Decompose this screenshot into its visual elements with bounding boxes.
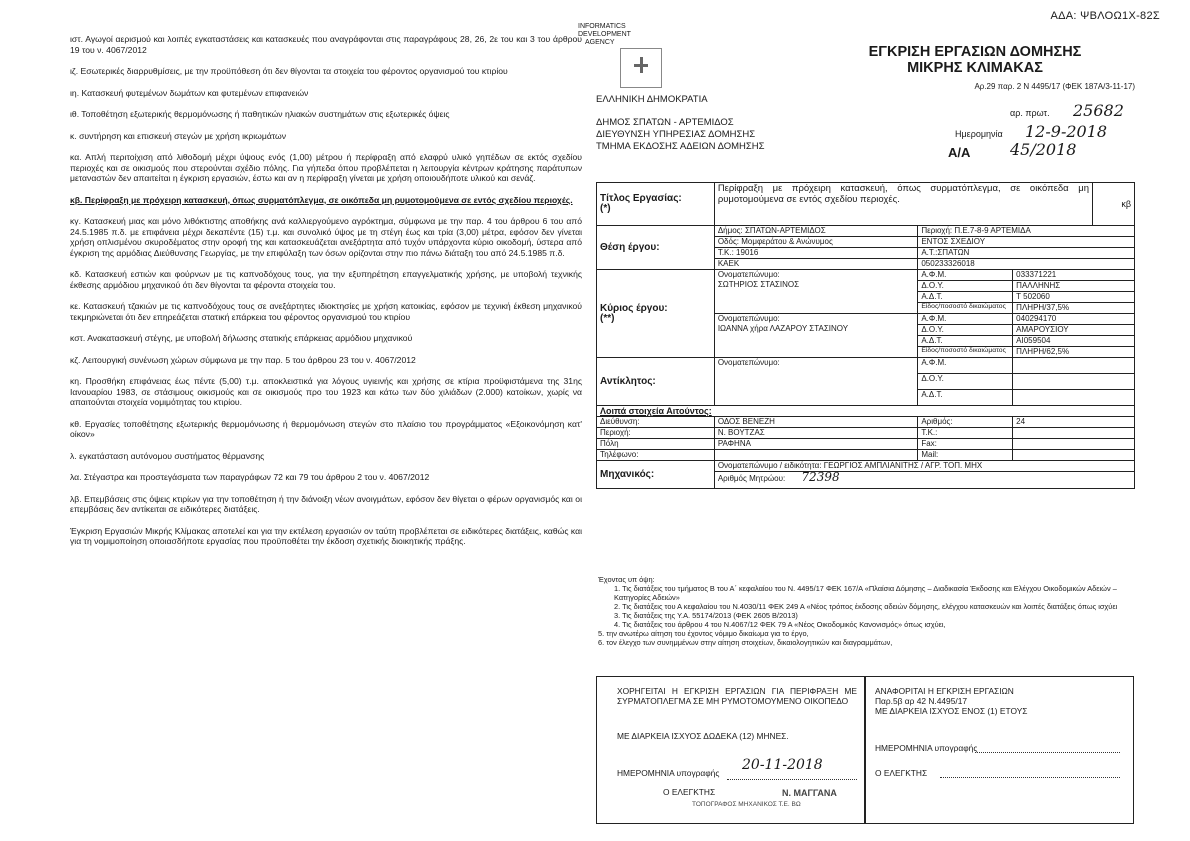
owner2-doy: ΑΜΑΡΟΥΣΙΟΥ <box>1013 325 1135 336</box>
protocol-label: αρ. πρωτ. <box>1010 108 1050 118</box>
approval-date-value: 20-11-2018 <box>742 757 823 773</box>
applicant-other-label: Λοιπά στοιχεία Αιτούντος: <box>597 406 1135 417</box>
kv-title: κβ. Περίφραξη με πρόχειρη κατασκευή, όπως συρματόπλεγμα, σε οικόπεδα μη ρυμοτομούμενα σε εντός σχεδίου περιοχές. <box>70 194 573 205</box>
owner1-share: ΠΛΗΡΗ/37,5% <box>1013 303 1135 314</box>
representative-name: Ονοματεπώνυμο: <box>714 358 918 406</box>
owner2-afm: 040294170 <box>1013 314 1135 325</box>
approval-stamp-title: ΤΟΠΟΓΡΑΦΟΣ ΜΗΧΑΝΙΚΟΣ Τ.Ε. ΒΩ <box>692 801 801 808</box>
applicant-area: Ν. ΒΟΥΤΖΑΣ <box>714 428 918 439</box>
left-paragraph-b-0: κγ. Κατασκευή μιας και μόνο λιθόκτιστης αποθήκης ανά καλλιεργούμενο αγρόκτημα, σύμφωνα με την παρ. 4 του άρθρου 6 του από 24.5.1985 π.δ. με επιφάνεια μέχρι δεκαπέντε (15) τ.μ. και συνολικό ύψος με τη στέγη έως και τρία (3,00) μέτρα, εφόσον δεν γίνεται χρήση οπλισμένου σκυροδέματος στην οροφή της και κατασκευάζεται ανεξάρτητα από τυχόν υπάρχοντα κύριο οικοδομή, ύστερα από έγκριση της αρμόδιας Διεύθυνσης Γεωργίας, με την επιφύλαξη των όσων ορίζονται στην πιο πάνω διάταξη του από 24.5.1985 π.δ. <box>70 216 582 258</box>
owner1-name: ΣΩΤΗΡΙΟΣ ΣΤΑΣΙΝΟΣ <box>717 280 800 289</box>
approval-box <box>596 676 866 824</box>
owner1-share-label: Είδος/ποσοστό δικαιώματος <box>918 303 1013 314</box>
left-paragraph-5: κα. Απλή περιτοίχιση από λιθοδομή μέχρι ύψους ενός (1,00) μέτρου ή περίφραξη από ελαφρύ υλικό γηπέδων σε εκτός σχεδίου περιοχές και σε οικισμούς που στερούνται σχέδιο πόλης. Για γήπεδα όπου προβλέπεται η λειτουργία κέντρων κράτησης παράτυπων μεταναστών δεν απαιτείται η έγκριση εργασιών, έστω και αν η περίφραξη γίνεται με χρήση οποιουδήποτε υλικού και σενάζ. <box>70 152 582 183</box>
owner1-afm: 033371221 <box>1013 270 1135 281</box>
aa-value: 45/2018 <box>1010 140 1077 159</box>
note-item: 4. Τις διατάξεις του άρθρου 4 του Ν.4067/12 ΦΕΚ 79 Α «Νέος Οικοδομικός Κανονισμός» όπως ισχύει, <box>614 620 946 629</box>
owner2-adt: ΑΙ059504 <box>1013 336 1135 347</box>
left-paragraph-b-7: λ. εγκατάσταση αυτόνομου συστήματος θέρμανσης <box>70 450 265 461</box>
left-paragraph-0: ιστ. Αγωγοί αερισμού και λοιπές εγκαταστάσεις και κατασκευές που αναγράφονται στις παραγράφους 28, 26, 2ε του και 3 του άρθρου 19 του ν. 4067/2012 <box>70 34 582 55</box>
directorate-label: ΔΙΕΥΘΥΝΣΗ ΥΠΗΡΕΣΙΑΣ ΔΟΜΗΣΗΣ <box>596 129 756 140</box>
applicant-city-label: Πόλη <box>597 439 715 450</box>
left-paragraph-b-9: λβ. Επεμβάσεις στις όψεις κτιρίων για την τοποθέτηση ή την διάνοιξη νέων ανοιγμάτων, εφόσον δεν θίγεται ο φέρων οργανισμός και οι επεμβάσεις δεν αντίκειται σε ειδικότερες διατάξεις. <box>70 493 582 514</box>
document-subtitle: Αρ.29 παρ. 2 Ν 4495/17 (ΦΕΚ 187Α/3-11-17) <box>974 82 1135 91</box>
location-kaek-value: 050233326018 <box>918 259 1135 270</box>
left-paragraph-3: ιθ. Τοποθέτηση εξωτερικής θερμομόνωσης ή παθητικών ηλιακών συστημάτων στις εξωτερικές όψεις <box>70 109 450 119</box>
owner1-doy-label: Δ.Ο.Υ. <box>918 281 1013 292</box>
location-zone: ΕΝΤΟΣ ΣΧΕΔΙΟΥ <box>918 237 1135 248</box>
left-column <box>70 34 582 558</box>
title-value: Περίφραξη με πρόχειρη κατασκευή, όπως συρματόπλεγμα, σε οικόπεδα μη ρυμοτομούμενα σε εντός σχεδίου περιοχές. <box>714 183 1092 226</box>
notes-heading: Έχοντας υπ όψη: <box>598 575 655 584</box>
referral-line3: ΜΕ ΔΙΑΡΚΕΙΑ ΙΣΧΥΟΣ ΕΝΟΣ (1) ΕΤΟΥΣ <box>875 706 1028 716</box>
referral-date-label: ΗΜΕΡΟΜΗΝΙΑ υπογραφής <box>875 743 978 753</box>
left-paragraph-b-5: κη. Προσθήκη επιφάνειας έως πέντε (5,00) τ.μ. αποκλειστικά για λόγους υγιεινής και χρήσης σε κτίρια προϋφιστάμενα της 31ης Ιανουαρίου 1983, σε στάσιμους οικισμούς και σε οικισμούς προ του 1923 και κάτω των δύο χιλιάδων (2.000) κατοίκων, χωρίς να απαιτούνται στοιχεία νομιμότητας του κτιρίου. <box>70 376 582 407</box>
note-item: 3. Τις διατάξεις της Υ.Α. 55174/2013 (ΦΕΚ 2605 Β/2013) <box>614 611 798 620</box>
owner-label: Κύριος έργου: (**) <box>597 270 715 358</box>
left-paragraph-b-6: κθ. Εργασίες τοποθέτησης εξωτερικής θερμομόνωσης ή θερμομόνωση στεγών στο πλαίσιο του προγράμματος «Εξοικονόμηση κατ' οίκον» <box>70 418 582 439</box>
applicant-fax-label: Fax: <box>918 439 1013 450</box>
referral-box <box>864 676 1134 824</box>
applicant-number-label: Αριθμός: <box>918 417 1013 428</box>
references-notes <box>598 575 1138 647</box>
applicant-address-label: Διεύθυνση: <box>597 417 715 428</box>
kv-paragraph <box>70 195 582 206</box>
approval-stamp-name: Ν. ΜΑΓΓΑΝΑ <box>782 788 837 798</box>
location-area: Περιοχή: Π.Ε.7-8-9 ΑΡΤΕΜΙΔΑ <box>918 226 1135 237</box>
owner1-afm-label: Α.Φ.Μ. <box>918 270 1013 281</box>
approval-duration: ΜΕ ΔΙΑΡΚΕΙΑ ΙΣΧΥΟΣ ΔΩΔΕΚΑ (12) ΜΗΝΕΣ. <box>617 731 789 741</box>
referral-inspector-label: Ο ΕΛΕΓΚΤΗΣ <box>875 768 928 778</box>
location-kaek-label: ΚΑΕΚ <box>714 259 918 270</box>
left-paragraph-1: ιζ. Εσωτερικές διαρρυθμίσεις, με την προϋπόθεση ότι δεν θίγονται τα στοιχεία του φέροντος οργανισμού του κτιρίου <box>70 66 508 76</box>
left-paragraph-2: ιη. Κατασκευή φυτεμένων δωμάτων και φυτεμένων επιφανειών <box>70 87 309 98</box>
applicant-number: 24 <box>1013 417 1135 428</box>
referral-line2: Παρ.5β αρ 42 Ν.4495/17 <box>875 696 968 706</box>
owner2-share: ΠΛΗΡΗ/62,5% <box>1013 347 1135 358</box>
title-code: κβ <box>1093 183 1135 226</box>
representative-adt-label: Α.Δ.Τ. <box>918 390 1013 406</box>
owner2-adt-label: Α.Δ.Τ. <box>918 336 1013 347</box>
engineer-name: Ονοματεπώνυμο / ειδικότητα: ΓΕΩΡΓΙΟΣ ΑΜΠΛΙΑΝΙΤΗΣ / ΑΓΡ. ΤΟΠ. ΜΗΧ <box>714 461 1134 472</box>
location-municipality: Δήμος: ΣΠΑΤΩΝ-ΑΡΤΕΜΙΔΟΣ <box>714 226 918 237</box>
applicant-mail-label: Mail: <box>918 450 1013 461</box>
left-paragraph-b-10: Έγκριση Εργασιών Μικρής Κλίμακας αποτελεί και για την εκτέλεση εργασιών ον ταύτη προβλέπεται σε ειδικότερες διατάξεις, καθώς και για τη νομιμοποίηση οποιασδήποτε εργασίας που προϋποθέτει την έκδοση σχετικής διοικητικής πράξης. <box>70 525 582 546</box>
engineer-registry-number: 72398 <box>801 470 840 484</box>
approval-inspector-label: Ο ΕΛΕΓΚΤΗΣ <box>663 787 716 797</box>
representative-afm-label: Α.Φ.Μ. <box>918 358 1013 374</box>
protocol-number: 25682 <box>1073 101 1124 120</box>
owner1-adt-label: Α.Δ.Τ. <box>918 292 1013 303</box>
owner1-doy: ΠΑΛΛΗΝΗΣ <box>1013 281 1135 292</box>
left-paragraph-4: κ. συντήρηση και επισκευή στεγών με χρήση ικριωμάτων <box>70 130 287 141</box>
owner2-name: ΙΩΑΝΝΑ χήρα ΛΑΖΑΡΟΥ ΣΤΑΣΙΝΟΥ <box>717 324 849 333</box>
representative-label: Αντίκλητος: <box>597 358 715 406</box>
left-paragraph-b-4: κζ. Λειτουργική συνένωση χώρων σύμφωνα με την παρ. 5 του άρθρου 23 του ν. 4067/2012 <box>70 354 416 365</box>
applicant-address: ΟΔΟΣ ΒΕΝΕΖΗ <box>714 417 918 428</box>
greek-emblem-icon <box>620 48 662 88</box>
owner2-share-label: Είδος/ποσοστό δικαιώματος <box>918 347 1013 358</box>
location-street: Οδός: Μομφεράτου & Ανώνυμος <box>714 237 918 248</box>
engineer-label: Μηχανικός: <box>597 461 715 489</box>
note-item: 2. Τις διατάξεις του Α κεφαλαίου του Ν.4030/11 ΦΕΚ 249 Α «Νέος τρόπος έκδοσης αδειών δόμησης, ελέγχου κατασκευών και λοιπές διατάξεις όπως ισχύει <box>614 602 1118 611</box>
location-at: Α.Τ.:ΣΠΑΤΩΝ <box>918 248 1135 259</box>
applicant-tk-label: Τ.Κ.: <box>918 428 1013 439</box>
applicant-city: ΡΑΦΗΝΑ <box>714 439 918 450</box>
date-value: 12-9-2018 <box>1025 122 1108 141</box>
owner2-doy-label: Δ.Ο.Υ. <box>918 325 1013 336</box>
applicant-area-label: Περιοχή: <box>597 428 715 439</box>
date-label: Ημερομηνία <box>955 129 1003 139</box>
agency-label: AGENCY <box>585 39 615 46</box>
title-label: Τίτλος Εργασίας: (*) <box>597 183 715 226</box>
owner1-name-cell: Ονοματεπώνυμο: ΣΩΤΗΡΙΟΣ ΣΤΑΣΙΝΟΣ <box>714 270 918 314</box>
applicant-phone-label: Τηλέφωνο: <box>597 450 715 461</box>
republic-label: ΕΛΛΗΝΙΚΗ ΔΗΜΟΚΡΑΤΙΑ <box>596 94 708 105</box>
note-item: 5. την ανωτέρω αίτηση του έχοντος νόμιμο δικαίωμα για το έργο, <box>598 629 809 638</box>
dimos-label: ΔΗΜΟΣ ΣΠΑΤΩΝ - ΑΡΤΕΜΙΔΟΣ <box>596 117 734 128</box>
aa-label: Α/Α <box>948 145 971 160</box>
note-item: 1. Τις διατάξεις του τμήματος Β του Α΄ κεφαλαίου του Ν. 4495/17 ΦΕΚ 167/Α «Πλαίσια Δόμησης – Διαδικασία Έκδοσης και Ελέγχου Οικοδομικών Αδειών – Κατηγορίες Αδειών» <box>614 584 1117 602</box>
left-paragraph-b-1: κδ. Κατασκευή εστιών και φούρνων με τις καπνοδόχους τους, για την εξυπηρέτηση επαγγελματικής χρήσης, με υποβολή τεχνικής έκθεσης αρμόδιου μηχανικού ότι δεν θίγονται τα φέροντα στοιχεία του. <box>70 269 582 290</box>
left-paragraph-b-8: λα. Στέγαστρα και προστεγάσματα των παραγράφων 72 και 79 του άρθρου 2 του ν. 4067/2012 <box>70 472 430 482</box>
owner2-name-cell: Ονοματεπώνυμο: ΙΩΑΝΝΑ χήρα ΛΑΖΑΡΟΥ ΣΤΑΣΙΝΟΥ <box>714 314 918 358</box>
department-label: ΤΜΗΜΑ ΕΚΔΟΣΗΣ ΑΔΕΙΩΝ ΔΟΜΗΣΗΣ <box>596 141 765 152</box>
informatics-logo: INFORMATICS DEVELOPMENT <box>578 23 631 38</box>
note-item: 6. τον έλεγχο των συνημμένων στην αίτηση στοιχείων, δικαιολογητικών και διαγραμμάτων, <box>598 638 893 647</box>
owner1-adt: Τ 502060 <box>1013 292 1135 303</box>
engineer-registry: Αριθμός Μητρώου: 72398 <box>714 472 1134 489</box>
approval-date-label: ΗΜΕΡΟΜΗΝΙΑ υπογραφής <box>617 768 720 778</box>
location-postal: Τ.Κ.: 19016 <box>714 248 918 259</box>
owner2-afm-label: Α.Φ.Μ. <box>918 314 1013 325</box>
representative-doy-label: Δ.Ο.Υ. <box>918 374 1013 390</box>
application-table <box>596 182 1135 489</box>
authority-header <box>596 94 765 153</box>
referral-line1: ΑΝΑΦΟΡΙΤΑΙ Η ΕΓΚΡΙΣΗ ΕΡΓΑΣΙΩΝ <box>875 686 1014 696</box>
approval-text: ΧΟΡΗΓΕΙΤΑΙ Η ΕΓΚΡΙΣΗ ΕΡΓΑΣΙΩΝ ΓΙΑ ΠΕΡΙΦΡΑΞΗ ΜΕ ΣΥΡΜΑΤΟΠΛΕΓΜΑ ΣΕ ΜΗ ΡΥΜΟΤΟΜΟΥΜΕΝΟ ΟΙΚΟΠΕΔΟ <box>617 686 857 706</box>
left-paragraph-b-3: κστ. Ανακατασκευή στέγης, με υποβολή δήλωσης στατικής επάρκειας αρμόδιου μηχανικού <box>70 333 413 343</box>
location-label: Θέση έργου: <box>597 226 715 270</box>
document-title: ΕΓΚΡΙΣΗ ΕΡΓΑΣΙΩΝ ΔΟΜΗΣΗΣ ΜΙΚΡΗΣ ΚΛΙΜΑΚΑΣ <box>868 44 1082 76</box>
ada-code: ΑΔΑ: ΨΒΛΟΩ1Χ-82Σ <box>1050 10 1160 22</box>
left-paragraph-b-2: κε. Κατασκευή τζακιών με τις καπνοδόχους τους σε ανεξάρτητες ιδιοκτησίες με χρήση κατοικίας, εφόσον με τεχνική έκθεση μηχανικού τεκμηριώνεται ότι δεν επηρεάζεται στατική επάρκεια του φέροντος οργανισμού του κτιρίου <box>70 301 582 322</box>
